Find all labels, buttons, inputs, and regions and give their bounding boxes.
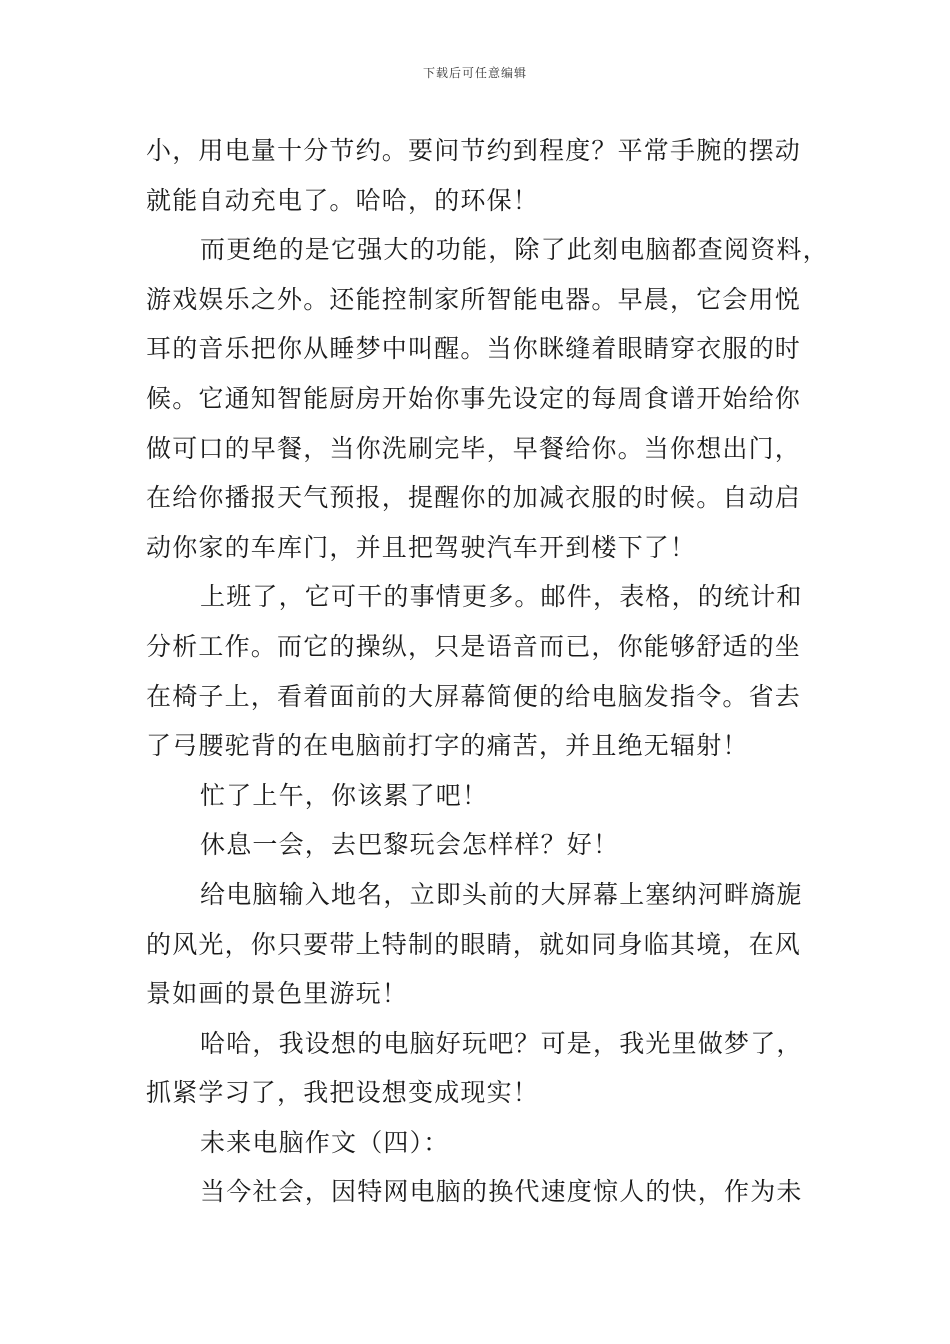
text-line: 游戏娱乐之外。还能控制家所智能电器。早晨，它会用悦 (146, 284, 802, 314)
page-header: 下载后可任意编辑 (422, 66, 527, 80)
text-line: 休息一会，去巴黎玩会怎样样？好！ (200, 830, 620, 860)
text-line: 上班了，它可干的事情更多。邮件，表格，的统计和 (200, 582, 803, 612)
text-line: 而更绝的是它强大的功能，除了此刻电脑都查阅资料， (200, 235, 829, 265)
text-line: 在给你播报天气预报，提醒你的加减衣服的时候。自动启 (146, 483, 802, 513)
text-line: 哈哈，我设想的电脑好玩吧？可是，我光里做梦了， (200, 1028, 803, 1058)
text-line: 当今社会，因特网电脑的换代速度惊人的快，作为未 (200, 1177, 803, 1207)
document-body (146, 126, 829, 1217)
text-line: 分析工作。而它的操纵，只是语音而已，你能够舒适的坐 (146, 631, 802, 661)
text-line: 就能自动充电了。哈哈，的环保！ (146, 185, 540, 215)
text-line: 给电脑输入地名，立即头前的大屏幕上塞纳河畔旖旎 (200, 879, 803, 909)
text-line: 做可口的早餐，当你洗刷完毕，早餐给你。当你想出门， (146, 433, 802, 463)
text-line: 耳的音乐把你从睡梦中叫醒。当你眯缝着眼睛穿衣服的时 (146, 334, 802, 364)
text-line: 的风光，你只要带上特制的眼睛，就如同身临其境，在风 (146, 929, 802, 959)
text-line: 候。它通知智能厨房开始你事先设定的每周食谱开始给你 (146, 383, 802, 413)
text-line: 景如画的景色里游玩！ (146, 979, 409, 1009)
text-line: 在椅子上，看着面前的大屏幕简便的给电脑发指令。省去 (146, 681, 802, 711)
text-line: 了弓腰驼背的在电脑前打字的痛苦，并且绝无辐射！ (146, 731, 749, 761)
text-line: 忙了上午，你该累了吧！ (200, 780, 489, 810)
text-line: 抓紧学习了，我把设想变成现实！ (146, 1078, 540, 1108)
text-line: 小，用电量十分节约。要问节约到程度？平常手腕的摆动 (146, 136, 802, 165)
text-line: 未来电脑作文（四）： (200, 1127, 450, 1157)
text-line: 动你家的车库门，并且把驾驶汽车开到楼下了！ (146, 532, 697, 562)
